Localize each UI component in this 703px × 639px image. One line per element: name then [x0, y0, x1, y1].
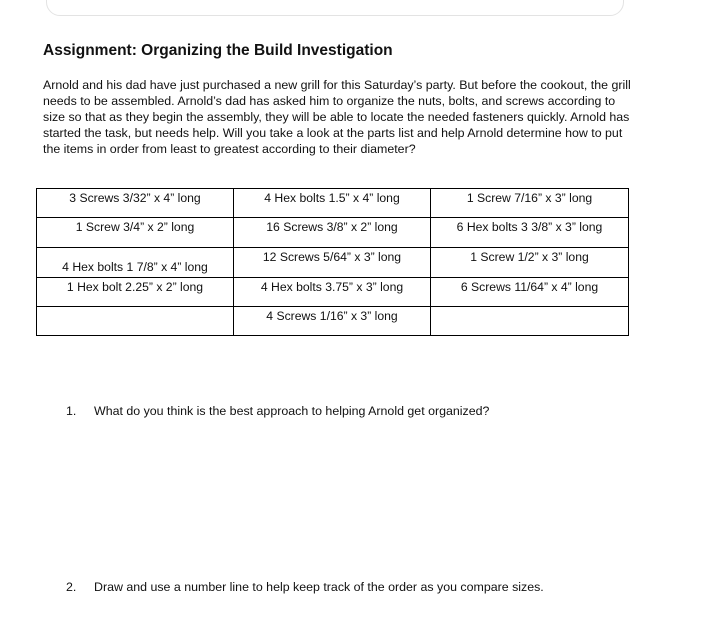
question-2 [66, 580, 544, 594]
question-number: 1. [66, 404, 77, 418]
top-card [46, 0, 624, 16]
table-cell: 16 Screws 3/8” x 2” long [234, 218, 431, 248]
table-cell: 12 Screws 5/64” x 3” long [234, 248, 431, 278]
question-1 [66, 404, 489, 418]
table-cell: 1 Screw 3/4” x 2” long [37, 218, 234, 248]
parts-table [36, 188, 629, 336]
page-title: Assignment: Organizing the Build Investigation [43, 42, 393, 59]
table-cell: 4 Screws 1/16” x 3” long [234, 307, 431, 336]
table-cell: 6 Hex bolts 3 3/8” x 3” long [431, 218, 629, 248]
table-cell [37, 307, 234, 336]
table-row [37, 189, 629, 218]
table-cell: 1 Hex bolt 2.25” x 2” long [37, 278, 234, 307]
table-row [37, 278, 629, 307]
table-cell: 3 Screws 3/32” x 4” long [37, 189, 234, 218]
table-cell: 4 Hex bolts 3.75” x 3” long [234, 278, 431, 307]
table-cell: 6 Screws 11/64” x 4” long [431, 278, 629, 307]
table-row [37, 307, 629, 336]
table-row [37, 248, 629, 278]
table-cell: 1 Screw 1/2” x 3” long [431, 248, 629, 278]
question-text: What do you think is the best approach to helping Arnold get organized? [94, 404, 490, 418]
question-number: 2. [66, 580, 77, 594]
table-row [37, 218, 629, 248]
table-cell: 4 Hex bolts 1.5” x 4” long [234, 189, 431, 218]
table-cell: 4 Hex bolts 1 7/8” x 4” long [37, 248, 234, 278]
question-text: Draw and use a number line to help keep track of the order as you compare sizes. [94, 580, 544, 594]
table-cell: 1 Screw 7/16” x 3” long [431, 189, 629, 218]
table-cell [431, 307, 629, 336]
intro-paragraph: Arnold and his dad have just purchased a new grill for this Saturday’s party. But before the cookout, the grill needs to be assembled. Arnold’s dad has asked him to organize the nuts, bolts, and screws according to size so that as they begin the assembly, they will be able to locate the needed fasteners quickly. Arnold has started the task, but needs help. Will you take a look at the parts list and help Arnold determine how to put the items in order from least to greatest according to their diameter? [43, 78, 631, 156]
